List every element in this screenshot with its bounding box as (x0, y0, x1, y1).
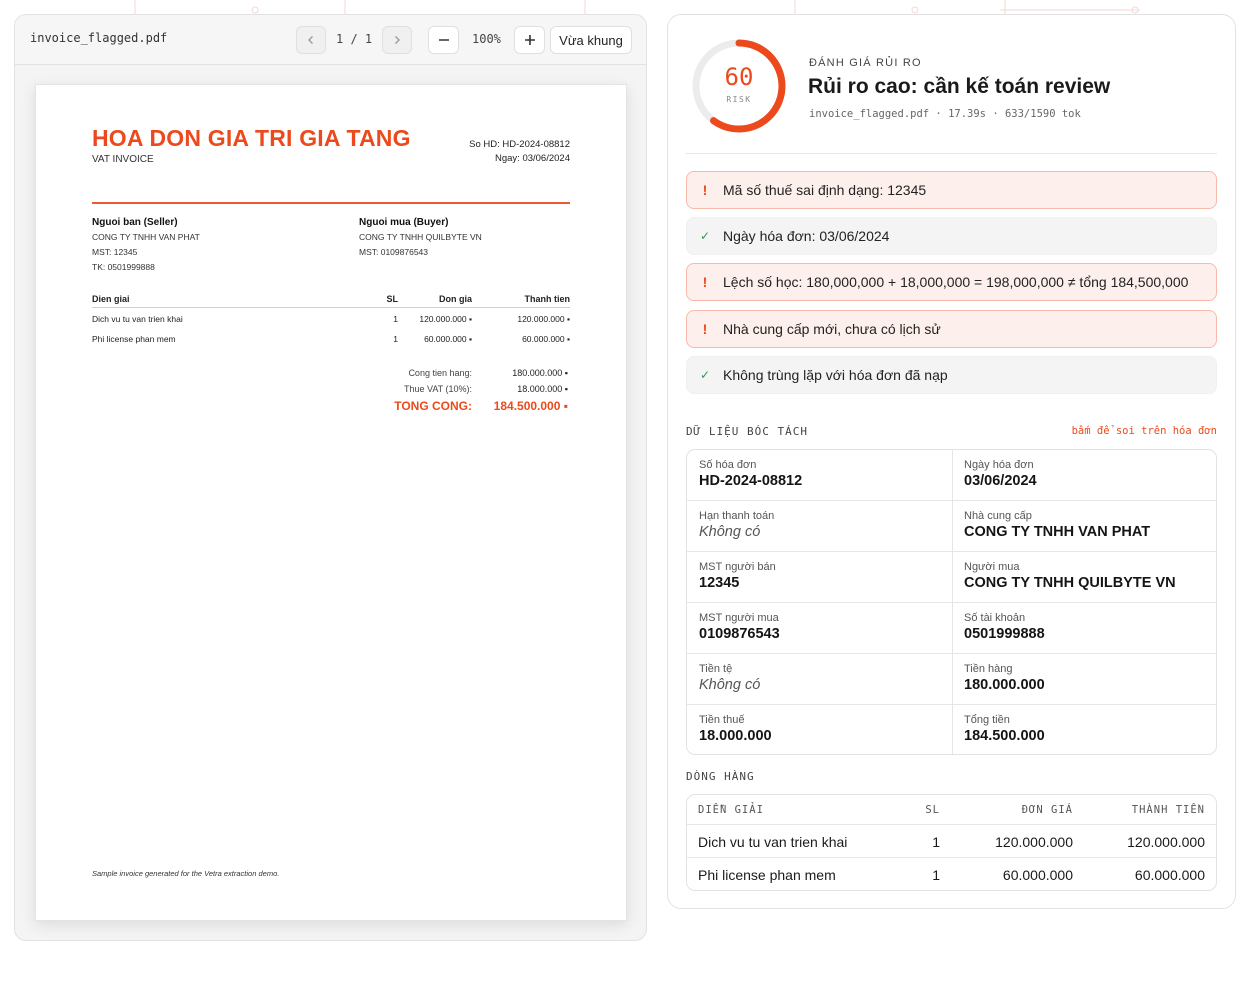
prev-page-button[interactable] (296, 26, 326, 54)
risk-gauge (690, 37, 788, 135)
row-unit-price: 120.000.000 (995, 834, 1073, 850)
item-unit-price: 60.000.000 ▪ (424, 334, 472, 344)
field-value: 03/06/2024 (964, 473, 1037, 489)
table-row[interactable] (687, 858, 1216, 891)
invoice-title: HOA DON GIA TRI GIA TANG (92, 125, 411, 151)
field-label: Người mua (964, 561, 1020, 573)
invoice-item-row (92, 334, 570, 348)
check-item-arithmetic[interactable] (686, 263, 1217, 301)
field-value: 180.000.000 (964, 677, 1045, 693)
risk-meta: invoice_flagged.pdf · 17.39s · 633/1590 tok (809, 108, 1081, 120)
field-value: 0501999888 (964, 626, 1045, 642)
row-total: 60.000.000 (1134, 867, 1205, 883)
chevron-right-icon (391, 34, 403, 46)
warning-icon: ! (702, 182, 708, 198)
row-desc: Phi license phan mem (698, 867, 836, 883)
field-label: Ngày hóa đơn (964, 459, 1034, 471)
field-value: 12345 (699, 575, 740, 591)
field-value: 0109876543 (699, 626, 780, 642)
check-item-duplicate[interactable] (686, 356, 1217, 394)
field-label: Tiền thuế (699, 714, 745, 726)
field-value: Không có (699, 524, 761, 540)
risk-score-label: RISK (726, 95, 752, 104)
grand-total-value: 184.500.000 ▪ (493, 399, 568, 413)
invoice-divider (92, 202, 570, 204)
item-total: 120.000.000 ▪ (517, 314, 570, 324)
check-icon: ✓ (699, 368, 711, 382)
check-item-date[interactable] (686, 217, 1217, 255)
field-invoice-number[interactable] (687, 450, 952, 501)
buyer-name: CONG TY TNHH QUILBYTE VN (359, 232, 482, 242)
field-label: Tiền hàng (964, 663, 1013, 675)
risk-analysis-panel (667, 14, 1236, 909)
table-row[interactable] (687, 825, 1216, 858)
invoice-item-row (92, 314, 570, 328)
check-item-new-vendor[interactable] (686, 310, 1217, 348)
next-page-button[interactable] (382, 26, 412, 54)
subtotal-value: 180.000.000 ▪ (512, 368, 568, 378)
field-value: Không có (699, 677, 761, 693)
line-items-table (686, 794, 1217, 891)
zoom-level: 100% (472, 32, 501, 46)
risk-title: Rủi ro cao: cần kế toán review (808, 75, 1111, 98)
buyer-heading: Nguoi mua (Buyer) (359, 217, 449, 228)
field-value: 184.500.000 (964, 728, 1045, 744)
item-desc: Phi license phan mem (92, 334, 176, 344)
item-qty: 1 (393, 314, 398, 324)
field-label: Tổng tiền (964, 714, 1010, 726)
item-unit-price: 120.000.000 ▪ (419, 314, 472, 324)
file-name: invoice_flagged.pdf (30, 31, 168, 45)
field-value: CONG TY TNHH QUILBYTE VN (964, 575, 1176, 591)
col-total: Thanh tien (524, 294, 570, 304)
check-text: Không trùng lặp với hóa đơn đã nạp (723, 367, 948, 383)
row-qty: 1 (932, 867, 940, 883)
grand-total-label: TONG CONG: (394, 399, 472, 413)
inspect-hint-link[interactable]: bấm để soi trên hóa đơn (1071, 425, 1217, 437)
invoice-subtitle: VAT INVOICE (92, 154, 154, 165)
plus-icon (523, 33, 537, 47)
row-desc: Dich vu tu van trien khai (698, 834, 848, 850)
field-label: Số hóa đơn (699, 459, 757, 471)
field-label: MST người bán (699, 561, 776, 573)
line-items-section-title: DÒNG HÀNG (686, 770, 755, 783)
invoice-date: Ngay: 03/06/2024 (494, 153, 570, 164)
page-indicator: 1 / 1 (336, 32, 373, 46)
item-desc: Dich vu tu van trien khai (92, 314, 183, 324)
field-subtotal[interactable] (952, 654, 1217, 705)
col-total: THÀNH TIỀN (1131, 804, 1205, 816)
field-value: CONG TY TNHH VAN PHAT (964, 524, 1151, 540)
fit-page-button[interactable]: Vừa khung (550, 26, 632, 54)
row-unit-price: 60.000.000 (1002, 867, 1073, 883)
seller-block (92, 216, 200, 275)
chevron-left-icon (305, 34, 317, 46)
buyer-block (359, 216, 482, 260)
seller-heading: Nguoi ban (Seller) (92, 217, 178, 228)
invoice-page (35, 84, 627, 921)
field-label: Nhà cung cấp (964, 510, 1032, 522)
extracted-section-title: DỮ LIỆU BÓC TÁCH (686, 425, 808, 438)
col-unit-price: Don gia (439, 294, 472, 304)
field-buyer-tax[interactable] (687, 603, 952, 654)
line-items-header (687, 795, 1216, 825)
vat-value: 18.000.000 ▪ (517, 384, 568, 394)
row-qty: 1 (932, 834, 940, 850)
field-label: MST người mua (699, 612, 779, 624)
risk-kicker: ĐÁNH GIÁ RỦI RO (809, 57, 922, 69)
col-desc: DIỄN GIẢI (698, 804, 764, 816)
col-qty: SL (925, 804, 940, 816)
header-divider (686, 153, 1217, 154)
row-total: 120.000.000 (1127, 834, 1205, 850)
check-text: Nhà cung cấp mới, chưa có lịch sử (723, 321, 941, 337)
invoice-meta (469, 138, 570, 166)
col-unit-price: ĐƠN GIÁ (1021, 804, 1073, 816)
field-value: HD-2024-08812 (699, 473, 803, 489)
field-currency[interactable] (687, 654, 952, 705)
field-value: 18.000.000 (699, 728, 772, 744)
field-tax-amount[interactable] (687, 705, 952, 755)
field-account-number[interactable] (952, 603, 1217, 654)
risk-score: 60 (724, 63, 754, 91)
check-text: Ngày hóa đơn: 03/06/2024 (723, 228, 890, 244)
field-invoice-date[interactable] (952, 450, 1217, 501)
warning-icon: ! (702, 321, 708, 337)
check-item-tax-format[interactable] (686, 171, 1217, 209)
check-text: Lệch số học: 180,000,000 + 18,000,000 = 198,000,000 ≠ tổng 184,500,000 (723, 274, 1189, 290)
seller-tax: MST: 12345 (92, 247, 138, 257)
field-label: Số tài khoản (964, 612, 1026, 624)
check-text: Mã số thuế sai định dạng: 12345 (723, 182, 927, 198)
extracted-fields-table (686, 449, 1217, 755)
zoom-in-button[interactable] (514, 26, 545, 54)
field-total[interactable] (952, 705, 1217, 755)
check-icon: ✓ (699, 229, 711, 243)
warning-icon: ! (702, 274, 708, 290)
item-qty: 1 (393, 334, 398, 344)
minus-icon (437, 33, 451, 47)
vat-label: Thue VAT (10%): (403, 384, 472, 394)
invoice-number: So HD: HD-2024-08812 (469, 139, 570, 150)
field-due-date[interactable] (687, 501, 952, 552)
seller-account: TK: 0501999888 (92, 262, 155, 272)
field-vendor[interactable] (952, 501, 1217, 552)
seller-name: CONG TY TNHH VAN PHAT (92, 232, 200, 242)
col-qty: SL (386, 294, 398, 304)
field-buyer[interactable] (952, 552, 1217, 603)
invoice-items-header (92, 294, 570, 308)
item-total: 60.000.000 ▪ (522, 334, 570, 344)
field-seller-tax[interactable] (687, 552, 952, 603)
field-label: Tiền tệ (699, 663, 733, 675)
pdf-viewer (14, 14, 647, 941)
viewer-toolbar (15, 15, 646, 65)
subtotal-label: Cong tien hang: (408, 368, 472, 378)
col-desc: Dien giai (92, 294, 130, 304)
buyer-tax: MST: 0109876543 (359, 247, 428, 257)
invoice-footer-note: Sample invoice generated for the Vetra extraction demo. (92, 869, 280, 878)
field-label: Hạn thanh toán (699, 510, 775, 522)
zoom-out-button[interactable] (428, 26, 459, 54)
